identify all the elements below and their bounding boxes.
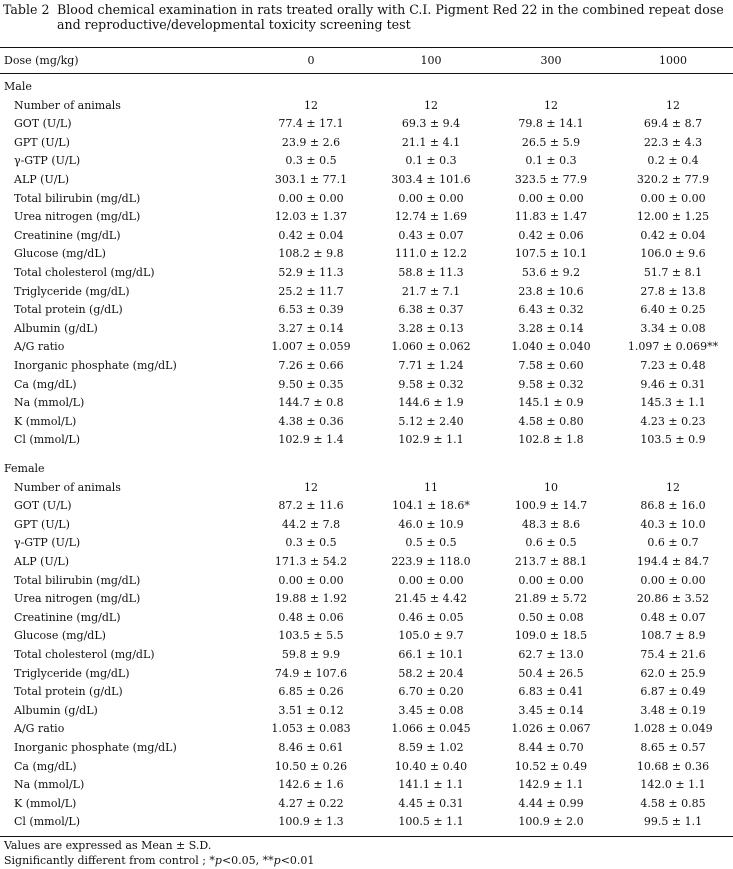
table-cell: 0.6 ± 0.7 [647, 536, 699, 550]
table-row [0, 720, 733, 738]
table-cell: 1.028 ± 0.049 [633, 722, 713, 736]
table-row [0, 376, 733, 394]
table-cell: 102.9 ± 1.4 [278, 433, 344, 447]
table-cell: 0.3 ± 0.5 [285, 154, 337, 168]
row-label: GOT (U/L) [14, 499, 72, 513]
table-cell: 0.00 ± 0.00 [398, 191, 464, 205]
row-label: γ-GTP (U/L) [14, 536, 81, 550]
table-cell: 100.9 ± 2.0 [518, 815, 584, 829]
table-cell: 75.4 ± 21.6 [640, 648, 706, 661]
table-cell: 19.88 ± 1.92 [274, 592, 348, 606]
table-cell: 40.3 ± 10.0 [640, 517, 706, 531]
table-cell: 213.7 ± 88.1 [514, 555, 588, 568]
table-cell: 1.053 ± 0.083 [271, 722, 351, 736]
row-label: Ca (mg/dL) [14, 759, 77, 773]
table-cell: 171.3 ± 54.2 [274, 555, 348, 568]
table-cell: 106.0 ± 9.6 [640, 247, 706, 261]
table-cell: 1.097 ± 0.069** [627, 340, 719, 354]
table-cell: 58.8 ± 11.3 [398, 266, 464, 279]
table-cell: 51.7 ± 8.1 [643, 266, 703, 279]
table-row [0, 534, 733, 552]
table-cell: 0.00 ± 0.00 [518, 191, 584, 205]
note-significance: Significantly different from control ; *p<0.05, **p<0.01 [4, 854, 315, 867]
table-cell: 12 [544, 98, 558, 112]
table-row [0, 413, 733, 431]
table-row [0, 357, 733, 375]
table-cell: 8.65 ± 0.57 [640, 741, 706, 754]
table-title: Blood chemical examination in rats treated orally with C.I. Pigment Red 22 in the combined repeat dose and reproductive/developmental toxicity screening test [57, 2, 724, 32]
table-cell: 7.26 ± 0.66 [278, 359, 344, 372]
table-cell: 100.9 ± 1.3 [278, 815, 344, 829]
row-label: Total protein (g/dL) [14, 685, 123, 699]
table-row [0, 394, 733, 412]
table-cell: 48.3 ± 8.6 [521, 517, 581, 531]
table-cell: 6.53 ± 0.39 [278, 303, 344, 317]
table-cell: 0.48 ± 0.07 [640, 610, 706, 624]
table-row [0, 497, 733, 515]
top-rule [0, 47, 733, 48]
table-cell: 111.0 ± 12.2 [394, 247, 468, 261]
table-cell: 108.2 ± 9.8 [278, 247, 344, 261]
table-cell: 0.42 ± 0.06 [518, 228, 584, 242]
table-cell: 145.3 ± 1.1 [640, 396, 706, 410]
table-cell: 6.38 ± 0.37 [398, 303, 464, 317]
row-label: Na (mmol/L) [14, 778, 85, 792]
section-heading-female [0, 460, 733, 478]
table-cell: 320.2 ± 77.9 [636, 173, 710, 186]
table-cell: 59.8 ± 9.9 [281, 648, 341, 661]
table-cell: 12.00 ± 1.25 [636, 210, 710, 224]
table-cell: 0.43 ± 0.07 [398, 228, 464, 242]
table-cell: 0.00 ± 0.00 [278, 191, 344, 205]
table-cell: 9.46 ± 0.31 [640, 377, 706, 391]
table-cell: 10.68 ± 0.36 [636, 759, 710, 773]
table-cell: 74.9 ± 107.6 [274, 666, 348, 680]
table-cell: 79.8 ± 14.1 [518, 117, 584, 131]
table-cell: 3.51 ± 0.12 [278, 703, 344, 717]
section-label: Female [4, 462, 45, 475]
table-cell: 4.58 ± 0.85 [640, 796, 706, 810]
table-cell: 141.1 ± 1.1 [398, 778, 464, 792]
table-cell: 1.040 ± 0.040 [511, 340, 591, 354]
row-label: Triglyceride (mg/dL) [14, 666, 130, 680]
row-label: Na (mmol/L) [14, 396, 85, 410]
table-cell: 4.44 ± 0.99 [518, 796, 584, 810]
note-mean-sd: Values are expressed as Mean ± S.D. [4, 839, 212, 852]
table-cell: 5.12 ± 2.40 [398, 414, 464, 428]
header-row [0, 52, 733, 70]
row-label: Inorganic phosphate (mg/dL) [14, 359, 177, 372]
table-cell: 21.1 ± 4.1 [401, 135, 461, 149]
table-cell: 0.00 ± 0.00 [640, 191, 706, 205]
table-cell: 3.34 ± 0.08 [640, 321, 706, 335]
table-cell: 10.40 ± 0.40 [394, 759, 468, 773]
table-row [0, 590, 733, 608]
table-cell: 22.3 ± 4.3 [643, 135, 703, 149]
table-cell: 6.87 ± 0.49 [640, 685, 706, 699]
table-row [0, 283, 733, 301]
dose-300: 300 [540, 54, 562, 67]
table-cell: 12 [424, 98, 438, 112]
table-cell: 12.74 ± 1.69 [394, 210, 468, 224]
table-row [0, 134, 733, 152]
table-row [0, 301, 733, 319]
row-label: Albumin (g/dL) [14, 703, 98, 717]
table-cell: 0.6 ± 0.5 [525, 536, 577, 550]
table-cell: 21.7 ± 7.1 [401, 284, 461, 298]
row-label: GPT (U/L) [14, 135, 70, 149]
table-cell: 0.00 ± 0.00 [518, 573, 584, 587]
table-cell: 46.0 ± 10.9 [398, 517, 464, 531]
table-cell: 53.6 ± 9.2 [521, 266, 581, 279]
table-cell: 9.58 ± 0.32 [398, 377, 464, 391]
table-row [0, 739, 733, 757]
table-cell: 77.4 ± 17.1 [278, 117, 344, 131]
table-cell: 9.50 ± 0.35 [278, 377, 344, 391]
table-cell: 12 [666, 98, 680, 112]
table-cell: 3.28 ± 0.14 [518, 321, 584, 335]
table-cell: 0.2 ± 0.4 [647, 154, 699, 168]
table-row [0, 431, 733, 449]
row-label: Number of animals [14, 98, 121, 112]
table-cell: 194.4 ± 84.7 [636, 555, 710, 568]
table-row [0, 813, 733, 831]
table-cell: 50.4 ± 26.5 [518, 666, 584, 680]
table-cell: 12 [304, 480, 318, 494]
table-cell: 8.59 ± 1.02 [398, 741, 464, 754]
table-cell: 4.38 ± 0.36 [278, 414, 344, 428]
table-row [0, 479, 733, 497]
table-cell: 23.9 ± 2.6 [281, 135, 341, 149]
table-cell: 11.83 ± 1.47 [514, 210, 588, 224]
row-label: K (mmol/L) [14, 796, 77, 810]
section-heading-male [0, 78, 733, 96]
table-cell: 4.23 ± 0.23 [640, 414, 706, 428]
bottom-rule [0, 836, 733, 837]
table-cell: 86.8 ± 16.0 [640, 499, 706, 513]
table-cell: 62.7 ± 13.0 [518, 648, 584, 661]
table-cell: 3.27 ± 0.14 [278, 321, 344, 335]
table-row [0, 758, 733, 776]
table-cell: 108.7 ± 8.9 [640, 629, 706, 643]
table-row [0, 320, 733, 338]
table-cell: 7.71 ± 1.24 [398, 359, 464, 372]
table-cell: 10 [544, 480, 558, 494]
table-cell: 3.45 ± 0.14 [518, 703, 584, 717]
table-row [0, 115, 733, 133]
table-cell: 8.44 ± 0.70 [518, 741, 584, 754]
row-label: Triglyceride (mg/dL) [14, 284, 130, 298]
table-cell: 44.2 ± 7.8 [281, 517, 341, 531]
table-cell: 6.40 ± 0.25 [640, 303, 706, 317]
table-cell: 0.1 ± 0.3 [405, 154, 457, 168]
table-row [0, 171, 733, 189]
table-cell: 102.8 ± 1.8 [518, 433, 584, 447]
row-label: Cl (mmol/L) [14, 815, 81, 829]
table-cell: 0.1 ± 0.3 [525, 154, 577, 168]
row-label: Ca (mg/dL) [14, 377, 77, 391]
table-row [0, 627, 733, 645]
table-cell: 100.9 ± 14.7 [514, 499, 588, 513]
table-row [0, 609, 733, 627]
row-label: Albumin (g/dL) [14, 321, 98, 335]
table-cell: 105.0 ± 9.7 [398, 629, 464, 643]
table-cell: 69.4 ± 8.7 [643, 117, 703, 131]
table-cell: 23.8 ± 10.6 [518, 284, 584, 298]
table-cell: 25.2 ± 11.7 [278, 284, 344, 298]
dose-0: 0 [307, 54, 315, 67]
table-row [0, 338, 733, 356]
table-cell: 100.5 ± 1.1 [398, 815, 464, 829]
table-cell: 12 [304, 98, 318, 112]
table-cell: 6.85 ± 0.26 [278, 685, 344, 699]
table-cell: 0.42 ± 0.04 [278, 228, 344, 242]
table-row [0, 208, 733, 226]
row-label: A/G ratio [14, 340, 65, 354]
table-row [0, 516, 733, 534]
table-cell: 103.5 ± 0.9 [640, 433, 706, 447]
table-cell: 0.42 ± 0.04 [640, 228, 706, 242]
dose-label: Dose (mg/kg) [4, 54, 79, 67]
table-cell: 52.9 ± 11.3 [278, 266, 344, 279]
table-row [0, 665, 733, 683]
table-row [0, 646, 733, 664]
row-label: Inorganic phosphate (mg/dL) [14, 741, 177, 754]
table-cell: 21.45 ± 4.42 [394, 592, 468, 606]
table-cell: 103.5 ± 5.5 [278, 629, 344, 643]
table-cell: 142.0 ± 1.1 [640, 778, 706, 792]
row-label: γ-GTP (U/L) [14, 154, 81, 168]
table-cell: 69.3 ± 9.4 [401, 117, 461, 131]
row-label: Creatinine (mg/dL) [14, 228, 121, 242]
row-label: Total cholesterol (mg/dL) [14, 266, 155, 279]
table-row [0, 264, 733, 282]
table-cell: 4.45 ± 0.31 [398, 796, 464, 810]
table-row [0, 245, 733, 263]
row-label: GPT (U/L) [14, 517, 70, 531]
table-cell: 142.6 ± 1.6 [278, 778, 344, 792]
table-cell: 4.27 ± 0.22 [278, 796, 344, 810]
row-label: Glucose (mg/dL) [14, 247, 106, 261]
table-cell: 0.5 ± 0.5 [405, 536, 457, 550]
table-cell: 99.5 ± 1.1 [643, 815, 703, 829]
table-cell: 10.50 ± 0.26 [274, 759, 348, 773]
table-cell: 1.007 ± 0.059 [271, 340, 351, 354]
table-cell: 27.8 ± 13.8 [640, 284, 706, 298]
table-cell: 8.46 ± 0.61 [278, 741, 344, 754]
table-cell: 10.52 ± 0.49 [514, 759, 588, 773]
table-cell: 12 [666, 480, 680, 494]
table-number: Table 2 [3, 2, 50, 17]
table-cell: 102.9 ± 1.1 [398, 433, 464, 447]
table-cell: 3.28 ± 0.13 [398, 321, 464, 335]
table-cell: 66.1 ± 10.1 [398, 648, 464, 661]
table-cell: 145.1 ± 0.9 [518, 396, 584, 410]
row-label: Urea nitrogen (mg/dL) [14, 210, 141, 224]
table-row [0, 572, 733, 590]
table-cell: 9.58 ± 0.32 [518, 377, 584, 391]
row-label: GOT (U/L) [14, 117, 72, 131]
table-cell: 0.3 ± 0.5 [285, 536, 337, 550]
table-cell: 303.1 ± 77.1 [274, 173, 348, 186]
table-cell: 0.48 ± 0.06 [278, 610, 344, 624]
table-cell: 7.23 ± 0.48 [640, 359, 706, 372]
row-label: A/G ratio [14, 722, 65, 736]
table-cell: 62.0 ± 25.9 [640, 666, 706, 680]
section-label: Male [4, 80, 32, 93]
table-cell: 109.0 ± 18.5 [514, 629, 588, 643]
table-cell: 144.6 ± 1.9 [398, 396, 464, 410]
table-cell: 7.58 ± 0.60 [518, 359, 584, 372]
table-cell: 0.50 ± 0.08 [518, 610, 584, 624]
table-row [0, 553, 733, 571]
row-label: Glucose (mg/dL) [14, 629, 106, 643]
table-cell: 104.1 ± 18.6* [392, 499, 470, 513]
table-row [0, 227, 733, 245]
table-row [0, 795, 733, 813]
table-cell: 223.9 ± 118.0 [391, 555, 471, 568]
dose-100: 100 [420, 54, 442, 67]
row-label: Creatinine (mg/dL) [14, 610, 121, 624]
row-label: Total cholesterol (mg/dL) [14, 648, 155, 661]
row-label: Cl (mmol/L) [14, 433, 81, 447]
header-rule [0, 73, 733, 74]
row-label: Total protein (g/dL) [14, 303, 123, 317]
row-label: Total bilirubin (mg/dL) [14, 573, 141, 587]
table-notes [4, 838, 314, 868]
table-cell: 0.00 ± 0.00 [640, 573, 706, 587]
table-cell: 6.43 ± 0.32 [518, 303, 584, 317]
table-cell: 0.46 ± 0.05 [398, 610, 464, 624]
table-cell: 144.7 ± 0.8 [278, 396, 344, 410]
table-cell: 12.03 ± 1.37 [274, 210, 348, 224]
table-cell: 303.4 ± 101.6 [391, 173, 471, 186]
table-cell: 323.5 ± 77.9 [514, 173, 588, 186]
table-cell: 0.00 ± 0.00 [398, 573, 464, 587]
table-cell: 26.5 ± 5.9 [521, 135, 581, 149]
table-cell: 87.2 ± 11.6 [278, 499, 344, 513]
row-label: ALP (U/L) [14, 555, 70, 568]
table-row [0, 683, 733, 701]
table-cell: 20.86 ± 3.52 [636, 592, 710, 606]
row-label: Number of animals [14, 480, 121, 494]
table-row [0, 190, 733, 208]
row-label: Total bilirubin (mg/dL) [14, 191, 141, 205]
table-cell: 1.026 ± 0.067 [511, 722, 591, 736]
table-cell: 142.9 ± 1.1 [518, 778, 584, 792]
table-cell: 3.48 ± 0.19 [640, 703, 706, 717]
table-cell: 6.83 ± 0.41 [518, 685, 584, 699]
table-cell: 1.066 ± 0.045 [391, 722, 471, 736]
table-row [0, 702, 733, 720]
table-cell: 11 [424, 480, 438, 494]
table-cell: 4.58 ± 0.80 [518, 414, 584, 428]
table-cell: 1.060 ± 0.062 [391, 340, 471, 354]
table-cell: 107.5 ± 10.1 [514, 247, 588, 261]
table-cell: 21.89 ± 5.72 [514, 592, 588, 606]
table-cell: 58.2 ± 20.4 [398, 666, 464, 680]
row-label: ALP (U/L) [14, 173, 70, 186]
dose-1000: 1000 [659, 54, 687, 67]
row-label: Urea nitrogen (mg/dL) [14, 592, 141, 606]
table-cell: 6.70 ± 0.20 [398, 685, 464, 699]
table-row [0, 776, 733, 794]
table-cell: 3.45 ± 0.08 [398, 703, 464, 717]
table-row [0, 152, 733, 170]
table-cell: 0.00 ± 0.00 [278, 573, 344, 587]
row-label: K (mmol/L) [14, 414, 77, 428]
table-row [0, 97, 733, 115]
